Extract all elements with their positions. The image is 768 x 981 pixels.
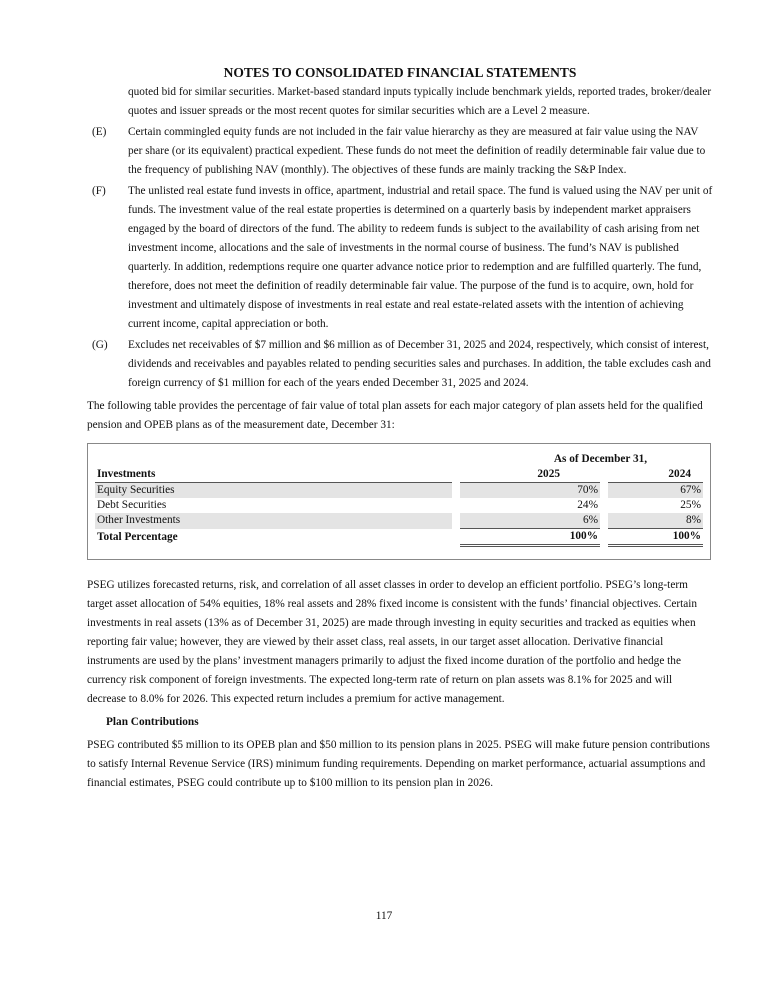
total-2024: 100% [608,529,703,546]
row-label: Debt Securities [97,499,167,511]
contributions-paragraph: PSEG contributed $5 million to its OPEB plan and $50 million to its pension plans in 2025. PSEG will make future pension contributions to satisfy Internal Revenue Service (IRS) minimum funding requirements. Depending on market performance, actuarial assumptions and financial estimates, PSEG could contribute up to $100 million to its pension plan in 2026. [87,739,710,789]
column-header-2025: 2025 [460,467,600,483]
column-header-2024: 2024 [608,467,703,483]
continued-text: quoted bid for similar securities. Market-based standard inputs typically include benchmark yields, reported trades, broker/dealer quotes and issuer spreads or the most recent quotes for similar securities which are a Level 2 measure. [128,86,712,117]
row-label: Other Investments [95,513,452,529]
value-2024: 8% [608,513,703,529]
note-text: Certain commingled equity funds are not included in the fair value hierarchy as they are measured at fair value using the NAV per share (or its equivalent) practical expedient. These funds do not meet the definition of readily determinable fair value due to the frequency of publishing NAV (monthly). The objectives of these funds are mainly tracking the S&P Index. [128,126,706,176]
note-f [92,182,713,334]
plan-contributions-heading: Plan Contributions [106,716,199,728]
note-text: Excludes net receivables of $7 million and $6 million as of December 31, 2025 and 2024, respectively, which consist of interest, dividends and receivables and payables related to pending securities sales and purchases. In addition, the table excludes cash and foreign currency of $1 million for each of the years ended December 31, 2025 and 2024. [128,339,711,389]
note-label: (G) [92,339,108,351]
value-2025: 6% [460,513,600,529]
total-label: Total Percentage [97,530,178,543]
total-row [95,529,703,546]
value-2025: 70% [460,483,600,499]
note-label: (F) [92,185,106,197]
plan-assets-table [87,443,711,560]
row-label: Equity Securities [95,483,452,499]
group-header: As of December 31, [553,453,648,465]
total-2025: 100% [460,529,600,546]
table-row [95,498,703,513]
table-row [95,483,703,499]
value-2024: 25% [680,499,701,511]
value-2025: 24% [577,499,598,511]
table-row [95,513,703,529]
column-header-investments: Investments [95,467,452,483]
note-label: (E) [92,126,107,138]
page-number: 117 [375,910,393,922]
note-g [92,336,713,393]
page-title: NOTES TO CONSOLIDATED FINANCIAL STATEMENTS [223,65,577,80]
strategy-paragraph: PSEG utilizes forecasted returns, risk, and correlation of all asset classes in order to develop an efficient portfolio. PSEG’s long-term target asset allocation of 54% equities, 18% real assets and 28% fixed income is consistent with the funds’ financial objectives. Certain investments in real assets (13% as of December 31, 2025) are made through investing in equity securities and tracked as equities when reporting fair value; however, they are viewed by their asset class, real assets, in our target asset allocation. Derivative financial instruments are used by the plans’ investment managers primarily to adjust the fixed income duration of the portfolio and hedge the currency risk component of foreign investments. The expected long-term rate of return on plan assets was 8.1% for 2025 and will decrease to 8.0% for 2026. This expected return includes a premium for active management. [87,579,698,705]
value-2024: 67% [608,483,703,499]
intro-paragraph: The following table provides the percentage of fair value of total plan assets for each major category of plan assets held for the qualified pension and OPEB plans as of the measurement date, December 31: [87,400,703,431]
page-body [87,64,713,793]
note-e [92,123,713,180]
note-text: The unlisted real estate fund invests in office, apartment, industrial and retail space. The fund is valued using the NAV per unit of funds. The investment value of the real estate properties is determined on a quarterly basis by independent market appraisers engaged by the board of directors of the fund. The ability to redeem funds is subject to the availability of cash arising from net investment income, allocations and the sale of investments in the normal course of business. The fund’s NAV is published quarterly. In addition, redemptions require one quarter advance notice prior to redemption and are fulfilled quarterly. The fund, therefore, does not meet the definition of readily determinable fair value. The purpose of the fund is to acquire, own, hold for investment and ultimately dispose of investments in real estate and real estate-related assets with the intention of achieving current income, capital appreciation or both. [128,185,713,330]
